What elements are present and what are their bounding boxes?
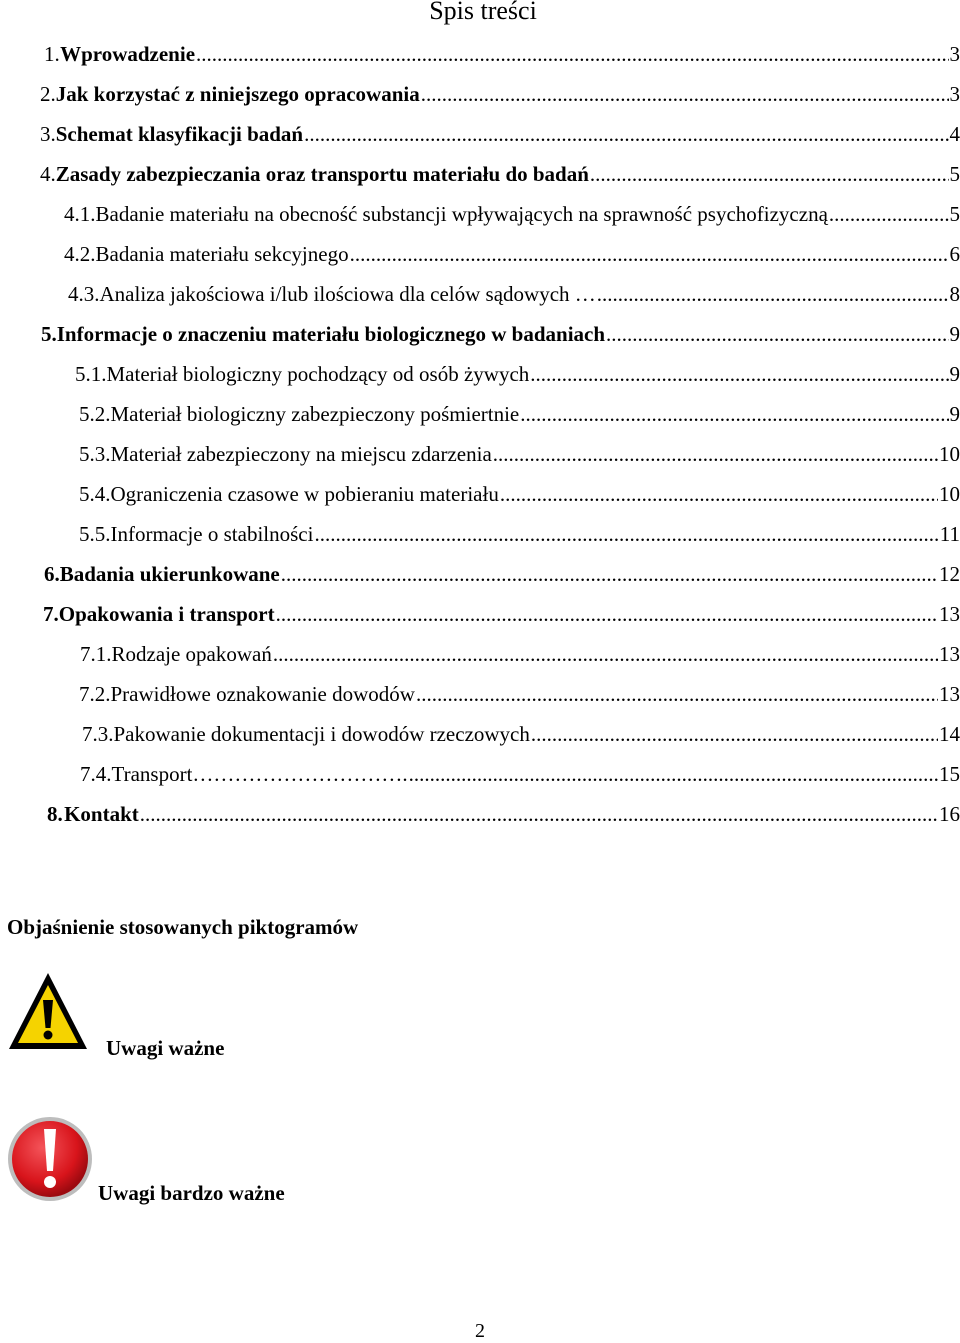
toc-entry-label: Wprowadzenie bbox=[60, 42, 196, 66]
dot-leader bbox=[493, 440, 938, 468]
dot-leader bbox=[314, 520, 938, 548]
toc-entry-5-1[interactable] bbox=[75, 360, 960, 388]
toc-entry-5[interactable] bbox=[41, 320, 960, 348]
toc-entry-number: 7.1. bbox=[80, 642, 112, 666]
toc-entry-label: Materiał zabezpieczony na miejscu zdarzenia bbox=[110, 442, 492, 466]
toc-entry-5-5[interactable] bbox=[79, 520, 960, 548]
toc-entry-label: Badania materiału sekcyjnego bbox=[95, 242, 349, 266]
dot-leader bbox=[531, 720, 938, 748]
toc-entry-page: 9 bbox=[949, 322, 960, 346]
toc-entry-number: 5.3. bbox=[79, 442, 111, 466]
warning-triangle-icon bbox=[6, 970, 90, 1054]
toc-entry-page: 10 bbox=[939, 442, 960, 466]
dot-leader bbox=[304, 120, 948, 148]
dot-leader bbox=[597, 280, 949, 308]
toc-entry-label: Ograniczenia czasowe w pobieraniu materiału bbox=[110, 482, 499, 506]
dot-leader bbox=[530, 360, 948, 388]
toc-entry-label: Informacje o stabilności bbox=[110, 522, 314, 546]
toc-entry-label: Jak korzystać z niniejszego opracowania bbox=[55, 82, 420, 106]
toc-entry-label: Transport…………………………. bbox=[111, 762, 408, 786]
warning-label: Uwagi ważne bbox=[106, 1036, 225, 1060]
toc-entry-label: Materiał biologiczny pochodzący od osób żywych bbox=[106, 362, 530, 386]
toc-entry-label: Materiał biologiczny zabezpieczony pośmiertnie bbox=[110, 402, 520, 426]
dot-leader bbox=[140, 800, 938, 828]
toc-entry-number: 5.5. bbox=[79, 522, 111, 546]
toc-entry-page: 12 bbox=[939, 562, 960, 586]
toc-entry-page: 3 bbox=[949, 42, 960, 66]
toc-entry-number: 5.1. bbox=[75, 362, 107, 386]
toc-title: Spis treści bbox=[429, 0, 537, 25]
toc-entry-7-4[interactable] bbox=[80, 760, 960, 788]
critical-label: Uwagi bardzo ważne bbox=[98, 1181, 285, 1205]
toc-entry-page: 5 bbox=[949, 162, 960, 186]
toc-entry-number: 2. bbox=[40, 82, 56, 106]
toc-entry-number: 4.3. bbox=[68, 282, 100, 306]
toc-entry-page: 6 bbox=[949, 242, 960, 266]
toc-entry-4-2[interactable] bbox=[64, 240, 960, 268]
toc-entry-2[interactable] bbox=[40, 80, 960, 108]
toc-entry-label: Opakowania i transport bbox=[58, 602, 275, 626]
toc-entry-1[interactable] bbox=[44, 40, 960, 68]
toc-entry-page: 9 bbox=[949, 402, 960, 426]
toc-entry-page: 5 bbox=[949, 202, 960, 226]
toc-entry-page: 16 bbox=[939, 802, 960, 826]
dot-leader bbox=[416, 680, 938, 708]
toc-entry-7[interactable] bbox=[43, 600, 960, 628]
toc-entry-4[interactable] bbox=[40, 160, 960, 188]
dot-leader bbox=[276, 600, 938, 628]
toc-entry-number: 4. bbox=[40, 162, 56, 186]
toc-entry-page: 13 bbox=[939, 642, 960, 666]
toc-entry-label: Kontakt bbox=[64, 802, 139, 826]
toc-entry-number: 4.1. bbox=[64, 202, 96, 226]
toc-entry-6[interactable] bbox=[44, 560, 960, 588]
toc-entry-label: Schemat klasyfikacji badań bbox=[55, 122, 304, 146]
toc-entry-number: 1. bbox=[44, 42, 60, 66]
toc-entry-number: 8. bbox=[47, 802, 63, 826]
toc-entry-page: 13 bbox=[939, 682, 960, 706]
toc-entry-7-2[interactable] bbox=[79, 680, 960, 708]
toc-entry-5-3[interactable] bbox=[79, 440, 960, 468]
toc-entry-4-1[interactable] bbox=[64, 200, 960, 228]
toc-entry-3[interactable] bbox=[40, 120, 960, 148]
toc-entry-number: 5. bbox=[41, 322, 57, 346]
dot-leader bbox=[829, 200, 949, 228]
toc-entry-label: Analiza jakościowa i/lub ilościowa dla celów sądowych … bbox=[99, 282, 596, 306]
legend-title: Objaśnienie stosowanych piktogramów bbox=[7, 915, 359, 939]
dot-leader bbox=[196, 40, 948, 68]
toc-entry-number: 5.4. bbox=[79, 482, 111, 506]
toc-entry-page: 11 bbox=[939, 522, 960, 546]
toc-entry-7-1[interactable] bbox=[80, 640, 960, 668]
dot-leader bbox=[590, 160, 949, 188]
dot-leader bbox=[421, 80, 949, 108]
toc-entry-label: Rodzaje opakowań bbox=[111, 642, 272, 666]
toc-entry-number: 6. bbox=[44, 562, 60, 586]
dot-leader bbox=[520, 400, 948, 428]
toc-entry-label: Informacje o znaczeniu materiału biologicznego w badaniach bbox=[56, 322, 606, 346]
toc-entry-page: 3 bbox=[949, 82, 960, 106]
dot-leader bbox=[500, 480, 938, 508]
toc-entry-label: Pakowanie dokumentacji i dowodów rzeczowych bbox=[113, 722, 530, 746]
red-exclamation-circle-icon bbox=[6, 1115, 94, 1203]
toc-entry-page: 15 bbox=[939, 762, 960, 786]
dot-leader bbox=[273, 640, 938, 668]
dot-leader bbox=[606, 320, 948, 348]
toc-entry-label: Badania ukierunkowane bbox=[59, 562, 280, 586]
toc-entry-page: 10 bbox=[939, 482, 960, 506]
toc-entry-5-2[interactable] bbox=[79, 400, 960, 428]
toc-entry-number: 5.2. bbox=[79, 402, 111, 426]
dot-leader bbox=[409, 760, 938, 788]
toc-entry-page: 9 bbox=[949, 362, 960, 386]
toc-entry-number: 7. bbox=[43, 602, 59, 626]
dot-leader bbox=[350, 240, 949, 268]
toc-entry-page: 13 bbox=[939, 602, 960, 626]
page-number: 2 bbox=[475, 1320, 485, 1342]
toc-entry-number: 7.4. bbox=[80, 762, 112, 786]
toc-entry-page: 4 bbox=[949, 122, 960, 146]
toc-entry-label: Prawidłowe oznakowanie dowodów bbox=[110, 682, 415, 706]
toc-entry-7-3[interactable] bbox=[82, 720, 960, 748]
toc-entry-page: 14 bbox=[939, 722, 960, 746]
dot-leader bbox=[281, 560, 938, 588]
toc-entry-4-3[interactable] bbox=[68, 280, 960, 308]
toc-entry-8[interactable] bbox=[47, 800, 960, 828]
toc-entry-label: Badanie materiału na obecność substancji wpływających na sprawność psychofizyczną bbox=[95, 202, 828, 226]
toc-entry-number: 4.2. bbox=[64, 242, 96, 266]
toc-entry-label: Zasady zabezpieczania oraz transportu materiału do badań bbox=[55, 162, 589, 186]
toc-entry-number: 7.3. bbox=[82, 722, 114, 746]
toc-entry-page: 8 bbox=[949, 282, 960, 306]
toc-entry-5-4[interactable] bbox=[79, 480, 960, 508]
toc-entry-number: 3. bbox=[40, 122, 56, 146]
toc-entry-number: 7.2. bbox=[79, 682, 111, 706]
